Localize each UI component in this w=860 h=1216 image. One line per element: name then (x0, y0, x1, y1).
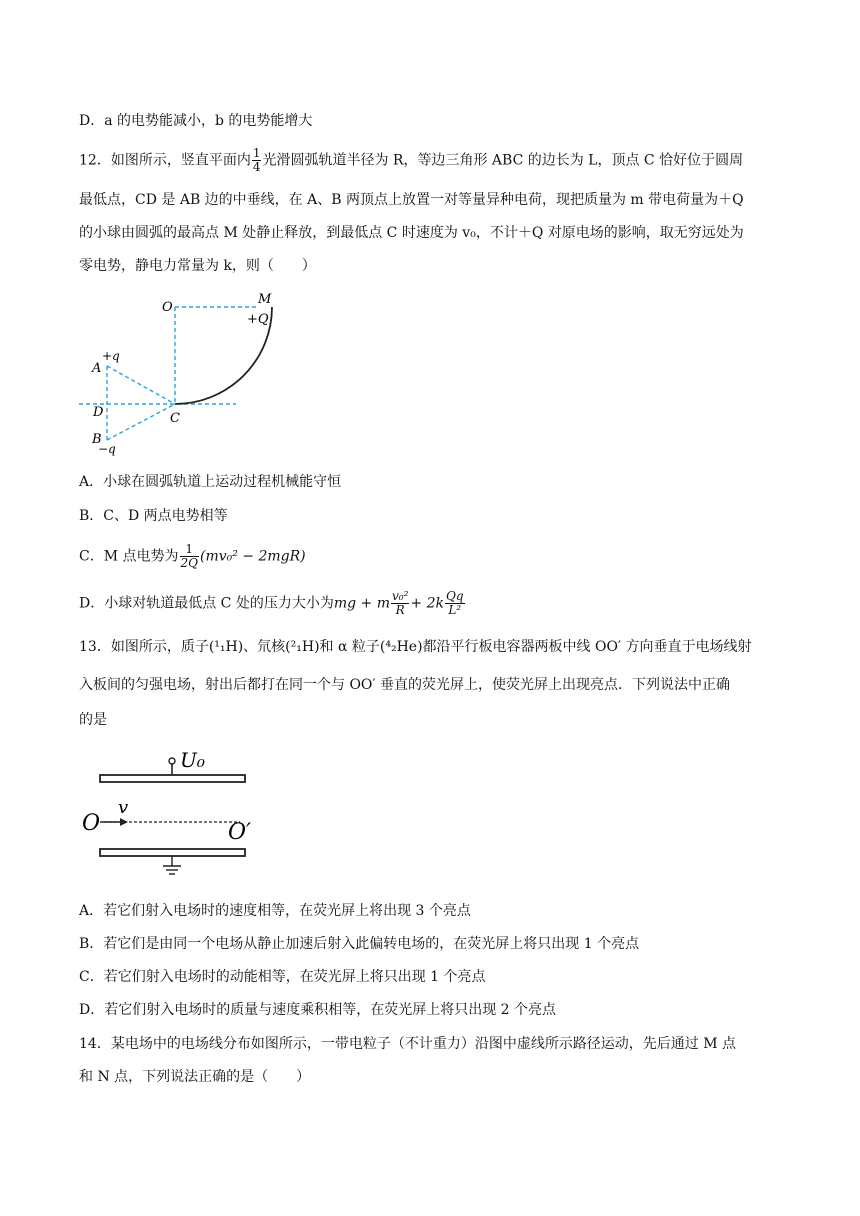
q12-option-b: B．C、D 两点电势相等 (79, 508, 228, 524)
q14-stem-line-1: 14．某电场中的电场线分布如图所示，一带电粒子（不计重力）沿图中虚线所示路径运动，先后通过 M 点 (79, 1036, 737, 1052)
label-o: O (82, 811, 101, 836)
q13-stem-line-3: 的是 (79, 712, 107, 728)
q13-option-d: D．若它们射入电场时的质量与速度乘积相等，在荧光屏上将只出现 2 个亮点 (79, 1002, 557, 1018)
label-minus-q: −q (98, 442, 116, 456)
q12-stem-line-1-pre: 12．如图所示，竖直平面内 (79, 152, 251, 169)
option-c-fraction-num: 1 (180, 543, 199, 557)
option-d-fraction-2 (445, 590, 465, 617)
q13-option-b: B．若它们是由同一个电场从静止加速后射入此偏转电场的，在荧光屏上将只出现 1 个亮点 (79, 936, 640, 952)
q12-stem-line-1 (79, 147, 743, 174)
label-c: C (170, 411, 180, 426)
q12-option-c-expression: (mv₀² − 2mgR) (199, 548, 306, 565)
label-plus-q: +q (102, 349, 120, 363)
q12-stem-line-3: 的小球由圆弧的最高点 M 处静止释放，到最低点 C 时速度为 v₀，不计＋Q 对原电场的影响，取无穷远处为 (79, 225, 744, 241)
label-o: O (162, 300, 173, 315)
q13-option-c: C．若它们射入电场时的动能相等，在荧光屏上将只出现 1 个亮点 (79, 969, 486, 985)
option-c-fraction (180, 543, 199, 570)
bottom-plate (100, 849, 245, 856)
option-d-fraction-1-num: v₀² (392, 589, 409, 603)
label-a: A (92, 361, 102, 376)
top-terminal-node (169, 758, 175, 764)
label-o-prime: O′ (228, 820, 252, 845)
label-plus-big-q: +Q (247, 312, 269, 327)
option-d-fraction-1-den: R (395, 603, 405, 617)
q12-stem-line-1-post: 光滑圆弧轨道半径为 R，等边三角形 ABC 的边长为 L，顶点 C 恰好位于圆周 (262, 152, 744, 169)
q12-option-a: A．小球在圆弧轨道上运动过程机械能守恒 (79, 474, 342, 490)
q13-figure (80, 745, 260, 880)
q12-option-d-expr-2: + 2k (410, 595, 444, 612)
label-u0: U₀ (180, 748, 205, 772)
option-c-fraction-den: 2Q (180, 556, 198, 570)
top-plate (100, 775, 245, 782)
q13-stem-line-2: 入板间的匀强电场，射出后都打在同一个与 OO′ 垂直的荧光屏上，使荧光屏上出现亮点．下列说法中正确 (79, 677, 731, 693)
q12-option-d-pre: D．小球对轨道最低点 C 处的压力大小为 (79, 595, 334, 612)
q12-stem-line-4: 零电势，静电力常量为 k，则（ ） (79, 258, 316, 274)
label-v: v (118, 797, 129, 818)
q14-stem-line-2: 和 N 点，下列说法正确的是（ ） (79, 1069, 311, 1085)
option-d-fraction-1 (391, 590, 409, 617)
option-d-fraction-2-num: Qq (445, 589, 464, 603)
option-d-fraction-2-den: L² (448, 603, 462, 617)
label-d: D (93, 405, 104, 420)
q13-stem-line-1: 13．如图所示，质子(¹₁H)、氘核(²₁H)和 α 粒子(⁴₂He)都沿平行板电容器两板中线 OO′ 方向垂直于电场线射 (79, 639, 752, 655)
q13-option-a: A．若它们射入电场时的速度相等，在荧光屏上将出现 3 个亮点 (79, 903, 471, 919)
q11-option-d: D．a 的电势能减小，b 的电势能增大 (79, 113, 313, 129)
q12-option-c (79, 543, 306, 570)
q12-option-d-expr-1: mg + m (333, 595, 390, 612)
q12-option-c-pre: C．M 点电势为 (79, 548, 179, 565)
quarter-fraction-num: 1 (252, 146, 261, 160)
quarter-fraction (252, 147, 262, 174)
quarter-fraction-den: 4 (252, 160, 261, 174)
label-m: M (258, 292, 272, 307)
label-b: B (92, 432, 102, 447)
q12-option-d (79, 590, 466, 617)
q12-figure (76, 288, 272, 458)
velocity-arrowhead (120, 818, 128, 826)
bc-dashed-line (107, 404, 175, 440)
q12-stem-line-2: 最低点，CD 是 AB 边的中垂线，在 A、B 两顶点上放置一对等量异种电荷，现把质量为 m 带电荷量为＋Q (79, 192, 744, 208)
ac-dashed-line (107, 366, 175, 404)
